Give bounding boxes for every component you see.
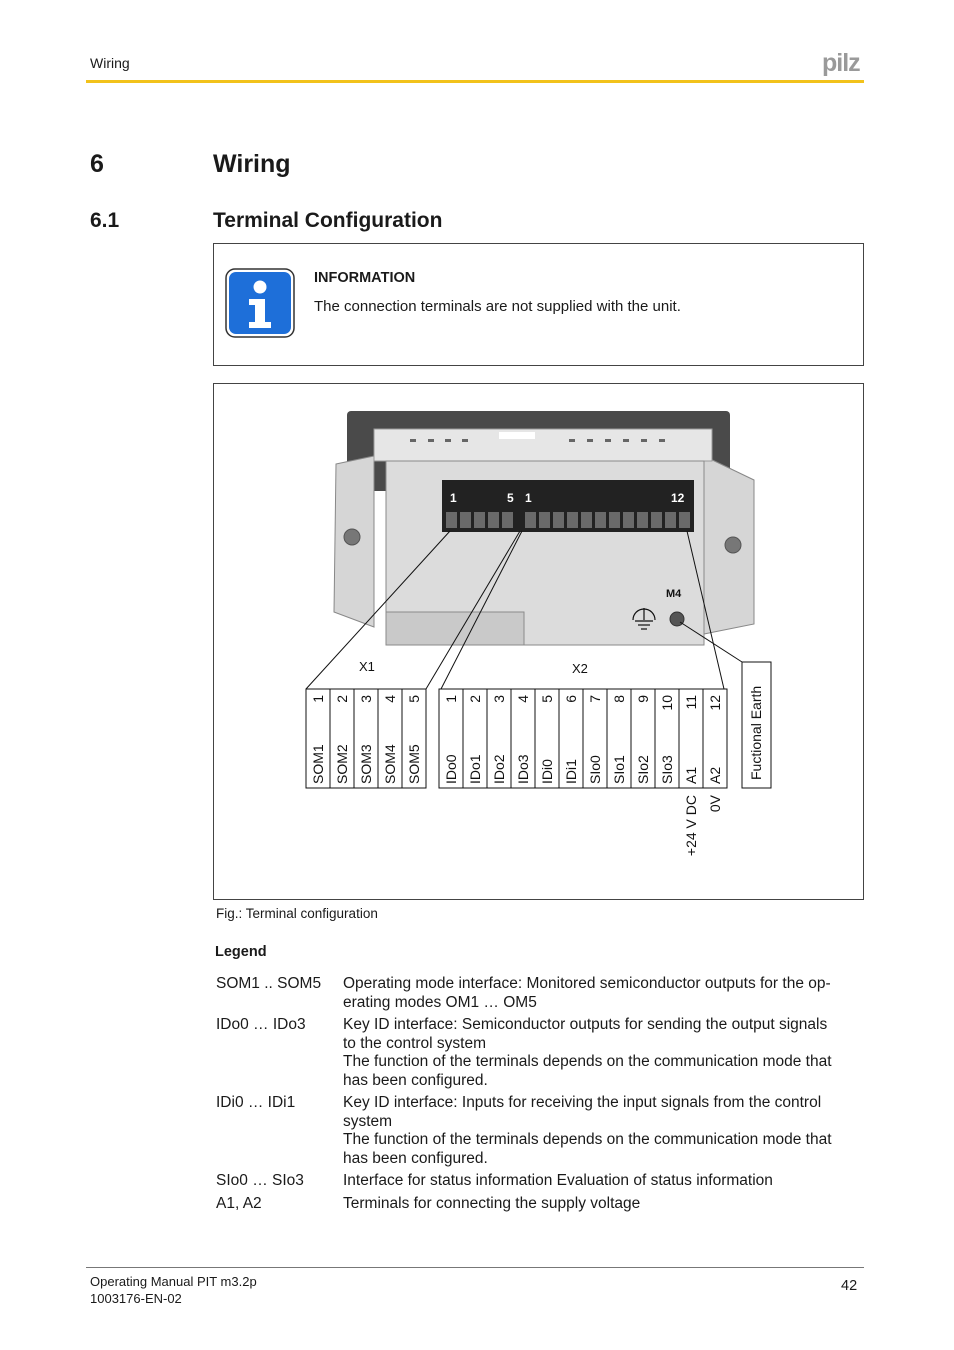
footer-manual-title: Operating Manual PIT m3.2p xyxy=(90,1274,257,1289)
terminal-signal-name: SOM3 xyxy=(358,744,374,784)
device-illustration xyxy=(334,411,754,645)
terminal-signal-name: SOM5 xyxy=(406,744,422,784)
terminal-signal-name: SIo1 xyxy=(611,755,627,784)
legend-description-line: erating modes OM1 … OM5 xyxy=(343,993,537,1011)
terminal-number: 4 xyxy=(382,695,398,703)
terminal-number: 1 xyxy=(443,695,459,703)
legend-description-line: Key ID interface: Inputs for receiving the input signals from the control xyxy=(343,1094,822,1111)
footer-document-info xyxy=(90,1273,257,1307)
terminal-signal-name: IDo0 xyxy=(443,754,459,784)
legend-title: Legend xyxy=(215,944,267,960)
terminal-number: 2 xyxy=(334,695,350,703)
terminal-number: 3 xyxy=(358,695,374,703)
legend-description-line: has been configured. xyxy=(343,1071,488,1089)
legend-description-line: to the control system xyxy=(343,1034,487,1052)
legend-list xyxy=(216,975,856,1217)
pilz-logo xyxy=(822,50,864,76)
legend-row xyxy=(216,1016,856,1090)
legend-row xyxy=(216,1094,856,1168)
page-number: 42 xyxy=(841,1278,858,1294)
connector-x2-end: 12 xyxy=(671,491,685,505)
legend-term: SOM1 .. SOM5 xyxy=(216,975,322,992)
terminal-number: 9 xyxy=(635,695,651,703)
legend-description-line: system xyxy=(343,1112,393,1130)
legend-description xyxy=(343,1094,856,1168)
legend-description xyxy=(343,975,856,1012)
terminal-number: 3 xyxy=(491,695,507,703)
terminal-signal-name: IDo2 xyxy=(491,754,507,784)
terminal-number: 12 xyxy=(707,695,723,711)
terminal-number: 5 xyxy=(539,695,555,703)
legend-term: A1, A2 xyxy=(216,1194,262,1212)
terminal-signal-name: SIo2 xyxy=(635,755,651,784)
terminal-signal-name: IDo3 xyxy=(515,754,531,784)
legend-description-line: has been configured. xyxy=(343,1149,488,1167)
terminal-number: 7 xyxy=(587,695,603,703)
header-rule xyxy=(86,80,864,83)
terminal-signal-name: SIo3 xyxy=(659,755,675,784)
information-heading: INFORMATION xyxy=(314,270,416,286)
terminal-signal-name: SIo0 xyxy=(587,755,603,784)
information-box xyxy=(213,243,864,366)
legend-term: IDo0 … IDo3 xyxy=(216,1016,306,1033)
terminal-number: 10 xyxy=(659,695,675,711)
legend-row xyxy=(216,1195,856,1214)
section-title: Terminal Configuration xyxy=(213,209,443,232)
terminal-signal-name: IDo1 xyxy=(467,754,483,784)
legend-description-line: The function of the terminals depends on the communication mode that xyxy=(343,1131,832,1148)
legend-row xyxy=(216,975,856,1012)
terminal-number: 1 xyxy=(310,695,326,703)
pilz-logo-text: pilz xyxy=(822,50,860,76)
terminal-signal-name: SOM1 xyxy=(310,744,326,784)
legend-description xyxy=(343,1172,856,1191)
terminal-signal-name: IDi1 xyxy=(563,759,579,784)
x1-label: X1 xyxy=(359,659,375,674)
terminal-signal-name: A1 xyxy=(683,766,699,784)
functional-earth-label: Fuctional Earth xyxy=(748,685,764,780)
chapter-number: 6 xyxy=(90,150,104,178)
terminal-number: 6 xyxy=(563,695,579,703)
connector-x1-end: 5 xyxy=(507,491,514,505)
footer-document-number: 1003176-EN-02 xyxy=(90,1291,182,1306)
legend-description-line: The function of the terminals depends on the communication mode that xyxy=(343,1053,832,1070)
legend-description-line: Key ID interface: Semiconductor outputs for sending the output signals xyxy=(343,1016,828,1033)
legend-description-line: Interface for status information Evaluation of status information xyxy=(343,1172,773,1189)
terminal-diagram xyxy=(214,384,865,901)
legend-description-line: Terminals for connecting the supply voltage xyxy=(343,1194,641,1212)
legend-description xyxy=(343,1195,856,1214)
legend-row xyxy=(216,1172,856,1191)
chapter-title: Wiring xyxy=(213,150,291,178)
section-number: 6.1 xyxy=(90,209,120,232)
running-header-section: Wiring xyxy=(90,55,130,71)
x2-terminal-table xyxy=(439,689,727,788)
terminal-signal-name: A2 xyxy=(707,766,723,784)
legend-term: IDi0 … IDi1 xyxy=(216,1094,296,1111)
information-icon xyxy=(225,268,295,338)
terminal-number: 4 xyxy=(515,695,531,703)
m4-label: M4 xyxy=(666,588,682,600)
terminal-number: 8 xyxy=(611,695,627,703)
a1-voltage-note: +24 V DC xyxy=(683,795,699,857)
terminal-signal-name: SOM2 xyxy=(334,744,350,784)
x1-terminal-table xyxy=(306,689,426,788)
connector-x1-start: 1 xyxy=(450,491,457,505)
terminal-number: 5 xyxy=(406,695,422,703)
terminal-number: 11 xyxy=(683,695,699,710)
x2-label: X2 xyxy=(572,661,588,676)
legend-description xyxy=(343,1016,856,1090)
terminal-signal-name: IDi0 xyxy=(539,759,555,784)
connector-x2-start: 1 xyxy=(525,491,532,505)
footer-rule xyxy=(86,1267,864,1268)
legend-description-line: Operating mode interface: Monitored semiconductor outputs for the op- xyxy=(343,975,831,992)
figure-caption: Fig.: Terminal configuration xyxy=(216,906,378,921)
legend-term: SIo0 … SIo3 xyxy=(216,1172,304,1189)
terminal-configuration-figure xyxy=(213,383,864,900)
information-text: The connection terminals are not supplied with the unit. xyxy=(314,298,681,315)
a2-voltage-note: 0V xyxy=(707,795,723,813)
terminal-number: 2 xyxy=(467,695,483,703)
terminal-signal-name: SOM4 xyxy=(382,744,398,784)
